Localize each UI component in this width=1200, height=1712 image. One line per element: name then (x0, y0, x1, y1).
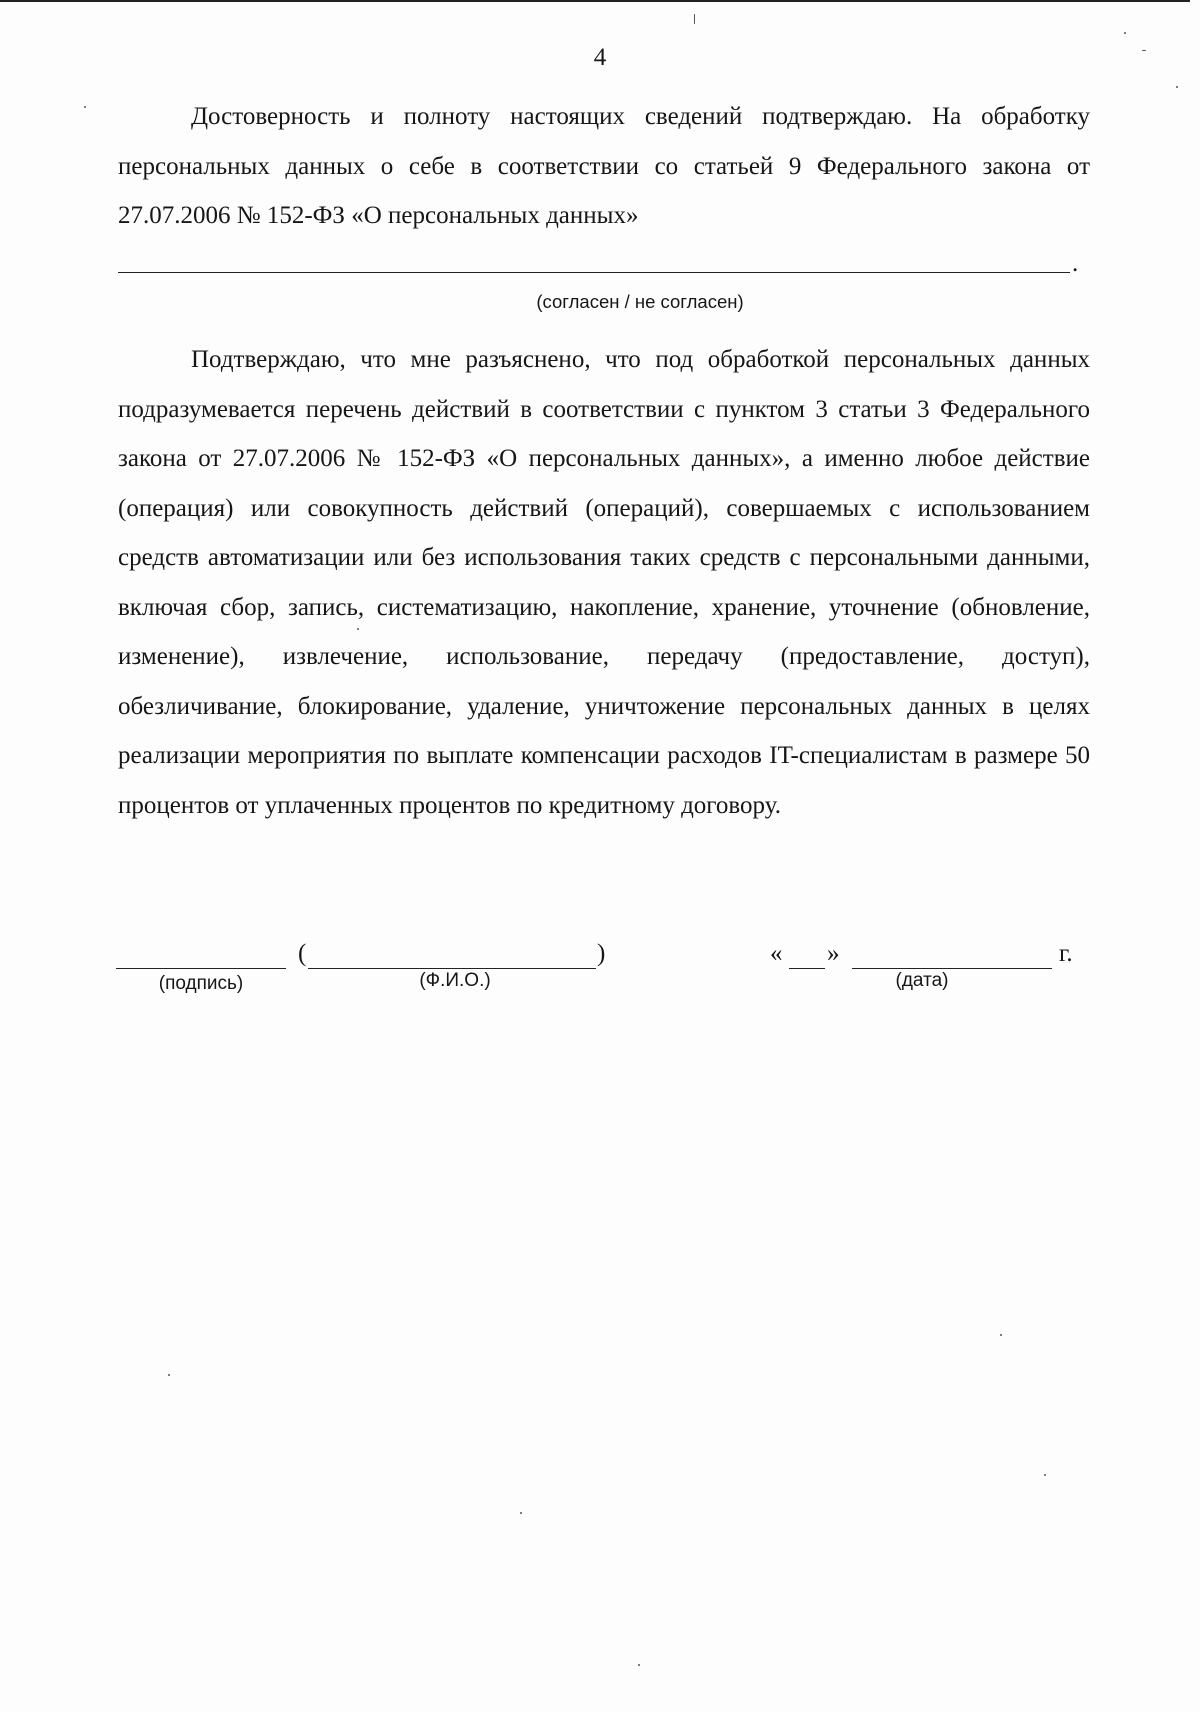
scan-speck (694, 14, 695, 24)
signature-field[interactable] (116, 968, 286, 969)
date-caption: (дата) (895, 970, 949, 991)
day-field[interactable] (789, 968, 825, 969)
scan-speck (84, 106, 86, 108)
full-name-field[interactable] (308, 968, 596, 969)
full-name-caption: (Ф.И.О.) (419, 970, 491, 991)
scan-speck (357, 628, 359, 630)
name-open-paren: ( (298, 940, 307, 967)
page-number: 4 (593, 44, 607, 71)
year-suffix: г. (1059, 940, 1073, 967)
scan-top-edge (0, 0, 1190, 2)
scan-speck (638, 1664, 640, 1666)
scan-speck (1124, 32, 1126, 34)
scan-speck (1044, 1474, 1046, 1476)
scan-speck (168, 1374, 170, 1376)
date-close-quote: » (827, 940, 840, 967)
scan-speck (1000, 1334, 1002, 1336)
scan-speck (520, 1512, 522, 1514)
confirmation-paragraph: Достоверность и полноту настоящих сведений подтверждаю. На обработку персональных данных о себе в соответствии со статьей 9 Федерального закона от 27.07.2006 № 152-ФЗ «О персональных данных» (118, 103, 1090, 229)
scan-speck (1142, 50, 1146, 51)
consent-period: . (1072, 250, 1079, 277)
month-year-field[interactable] (852, 968, 1052, 969)
consent-caption: (согласен / не согласен) (536, 291, 744, 312)
date-open-quote: « (770, 940, 783, 967)
scan-speck (1176, 86, 1178, 88)
consent-answer-field[interactable] (118, 272, 1070, 273)
name-close-paren: ) (597, 940, 606, 967)
explanation-paragraph: Подтверждаю, что мне разъяснено, что под обработкой персональных данных подразумевается перечень действий в соответствии с пунктом 3 статьи 3 Федерального закона от 27.07.2006 № 152-ФЗ «О персональных данных», а именно любое действие (операция) или совокупность действий (операций), совершаемых с использованием средств автоматизации или без использования таких средств с персональными данными, включая сбор, запись, систематизацию, накопление, хранение, уточнение (обновление, изменение), извлечение, использование, передачу (предоставление, доступ), обезличивание, блокирование, удаление, уничтожение персональных данных в целях реализации мероприятия по выплате компенсации расходов IT-специалистам в размере 50 процентов от уплаченных процентов по кредитному договору. (118, 346, 1090, 819)
signature-caption: (подпись) (158, 973, 244, 994)
